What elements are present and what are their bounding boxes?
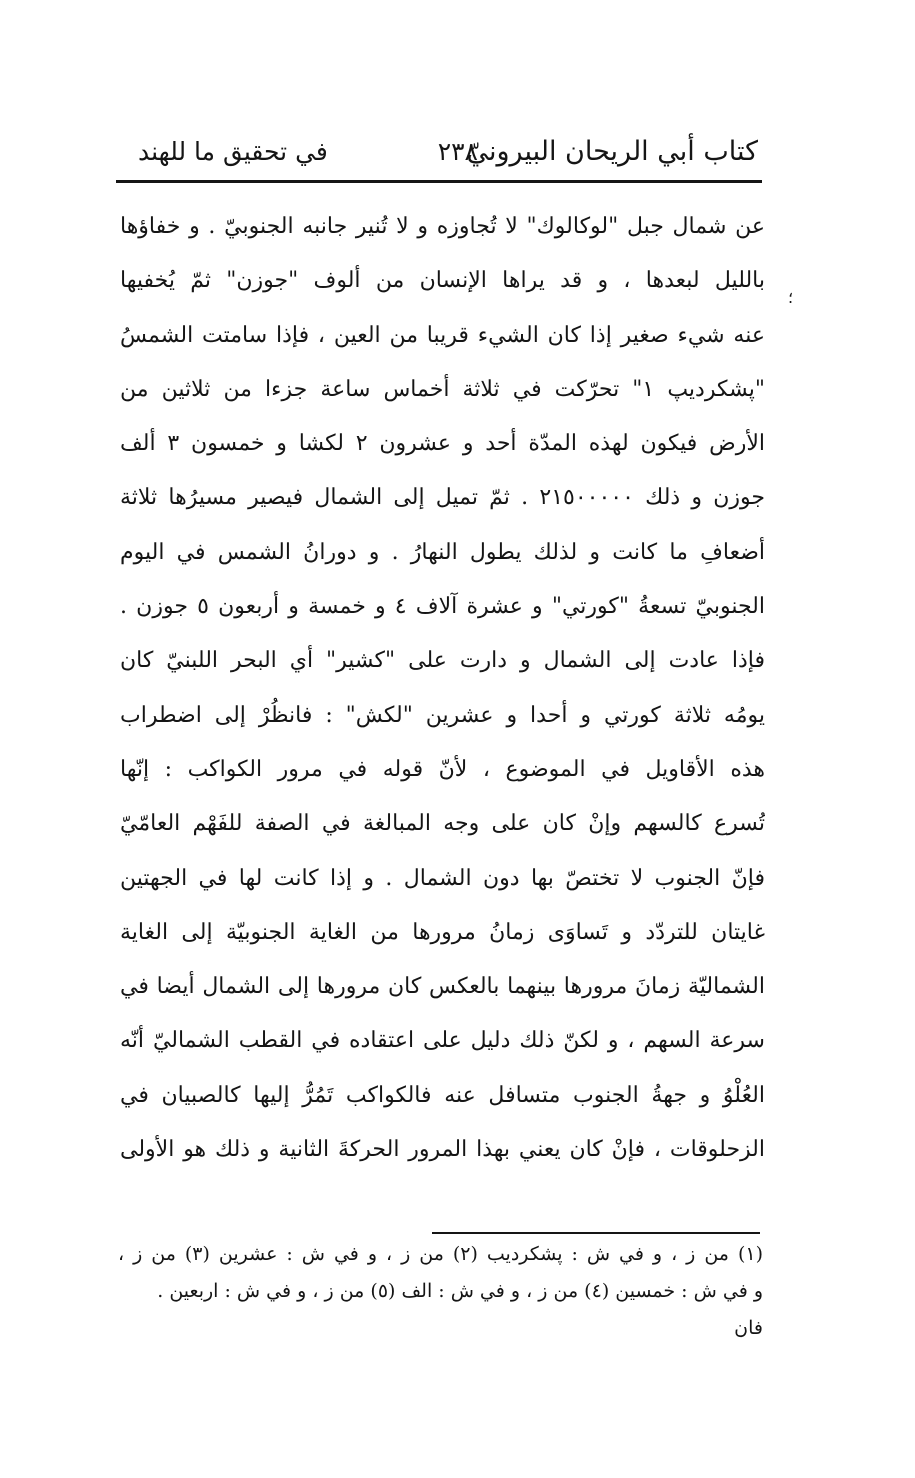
text-line: الشماليّة زمانَ مرورها بينهما بالعكس كان مرورها إلى الشمال أيضا في xyxy=(120,974,765,1000)
text-line: فإذا عادت إلى الشمال و دارت على "كشير" أي البحر اللبنيّ كان xyxy=(120,648,765,674)
catchword: فان xyxy=(734,1317,763,1339)
text-line: غايتان للتردّد و تَساوَى زمانُ مرورها من الغاية الجنوبيّة إلى الغاية xyxy=(120,919,765,945)
text-line: الزحلوقات ، فإنْ كان يعني بهذا المرور الحركةَ الثانية و ذلك هو الأولى xyxy=(120,1137,765,1163)
text-line: فإنّ الجنوب لا تختصّ بها دون الشمال . و إذا كانت لها في الجهتين xyxy=(120,865,765,891)
text-line: هذه الأقاويل في الموضوع ، لأنّ قوله في مرور الكواكب : إنّها xyxy=(120,756,765,782)
text-line: الجنوبيّ تسعةُ "كورتي" و عشرة آلاف ٤ و خمسة و أربعون ٥ جوزن . xyxy=(120,594,765,620)
text-line: الأرض فيكون لهذه المدّة أحد و عشرون ٢ لكشا و خمسون ٣ ألف xyxy=(120,431,765,457)
section-title: في تحقيق ما للهند xyxy=(138,137,328,166)
footnote-divider xyxy=(432,1232,760,1234)
text-line: بالليل لبعدها ، و قد يراها الإنسان من ألوف "جوزن" ثمّ يُخفيها xyxy=(120,268,765,294)
running-title: كتاب أبي الريحان البيرونيّ xyxy=(466,136,758,167)
text-line: عنه شيء صغير إذا كان الشيء قريبا من العين ، فإذا سامتت الشمسُ xyxy=(120,322,765,348)
text-line: عن شمال جبل "لوكالوك" لا تُجاوزه و لا تُنير جانبه الجنوبيّ . و خفاؤها xyxy=(120,214,765,239)
footnote-line: (١) من ز ، و في ش : پشكرديب (٢) من ز ، و في ش : عشرين (٣) من ز ، xyxy=(118,1243,763,1265)
page-number: ٢٣٨ xyxy=(437,137,478,166)
text-line: سرعة السهم ، و لكنّ ذلك دليل على اعتقاده في القطب الشماليّ أنّه xyxy=(120,1028,765,1054)
text-line: أضعافِ ما كانت و لذلك يطول النهارُ . و دورانُ الشمس في اليوم xyxy=(120,539,765,565)
text-line: يومُه ثلاثة كورتي و أحدا و عشرين "لكش" : فانظُرْ إلى اضطراب xyxy=(120,702,765,728)
text-line: تُسرع كالسهم وإنْ كان على وجه المبالغة في الصفة للفَهْم العامّيّ xyxy=(120,811,765,837)
page-header xyxy=(118,132,758,176)
margin-mark: ؛ xyxy=(788,288,794,307)
footnote-line: و في ش : خمسين (٤) من ز ، و في ش : الف (٥) من ز ، و في ش : اربعين . xyxy=(157,1280,763,1302)
footnotes xyxy=(118,1236,763,1347)
text-line: "پشكرديپ ١" تحرّكت في ثلاثة أخماس ساعة جزءا من ثلاثين من xyxy=(120,376,765,402)
body-text xyxy=(120,200,765,1177)
text-line: جوزن و ذلك ٢١٥٠٠٠٠٠ . ثمّ تميل إلى الشمال فيصير مسيرُها ثلاثة xyxy=(120,485,765,511)
text-line: العُلْوُ و جهةُ الجنوب متسافل عنه فالكواكب تَمُرُّ إليها كالصبيان في xyxy=(120,1082,765,1108)
header-divider xyxy=(116,180,762,183)
